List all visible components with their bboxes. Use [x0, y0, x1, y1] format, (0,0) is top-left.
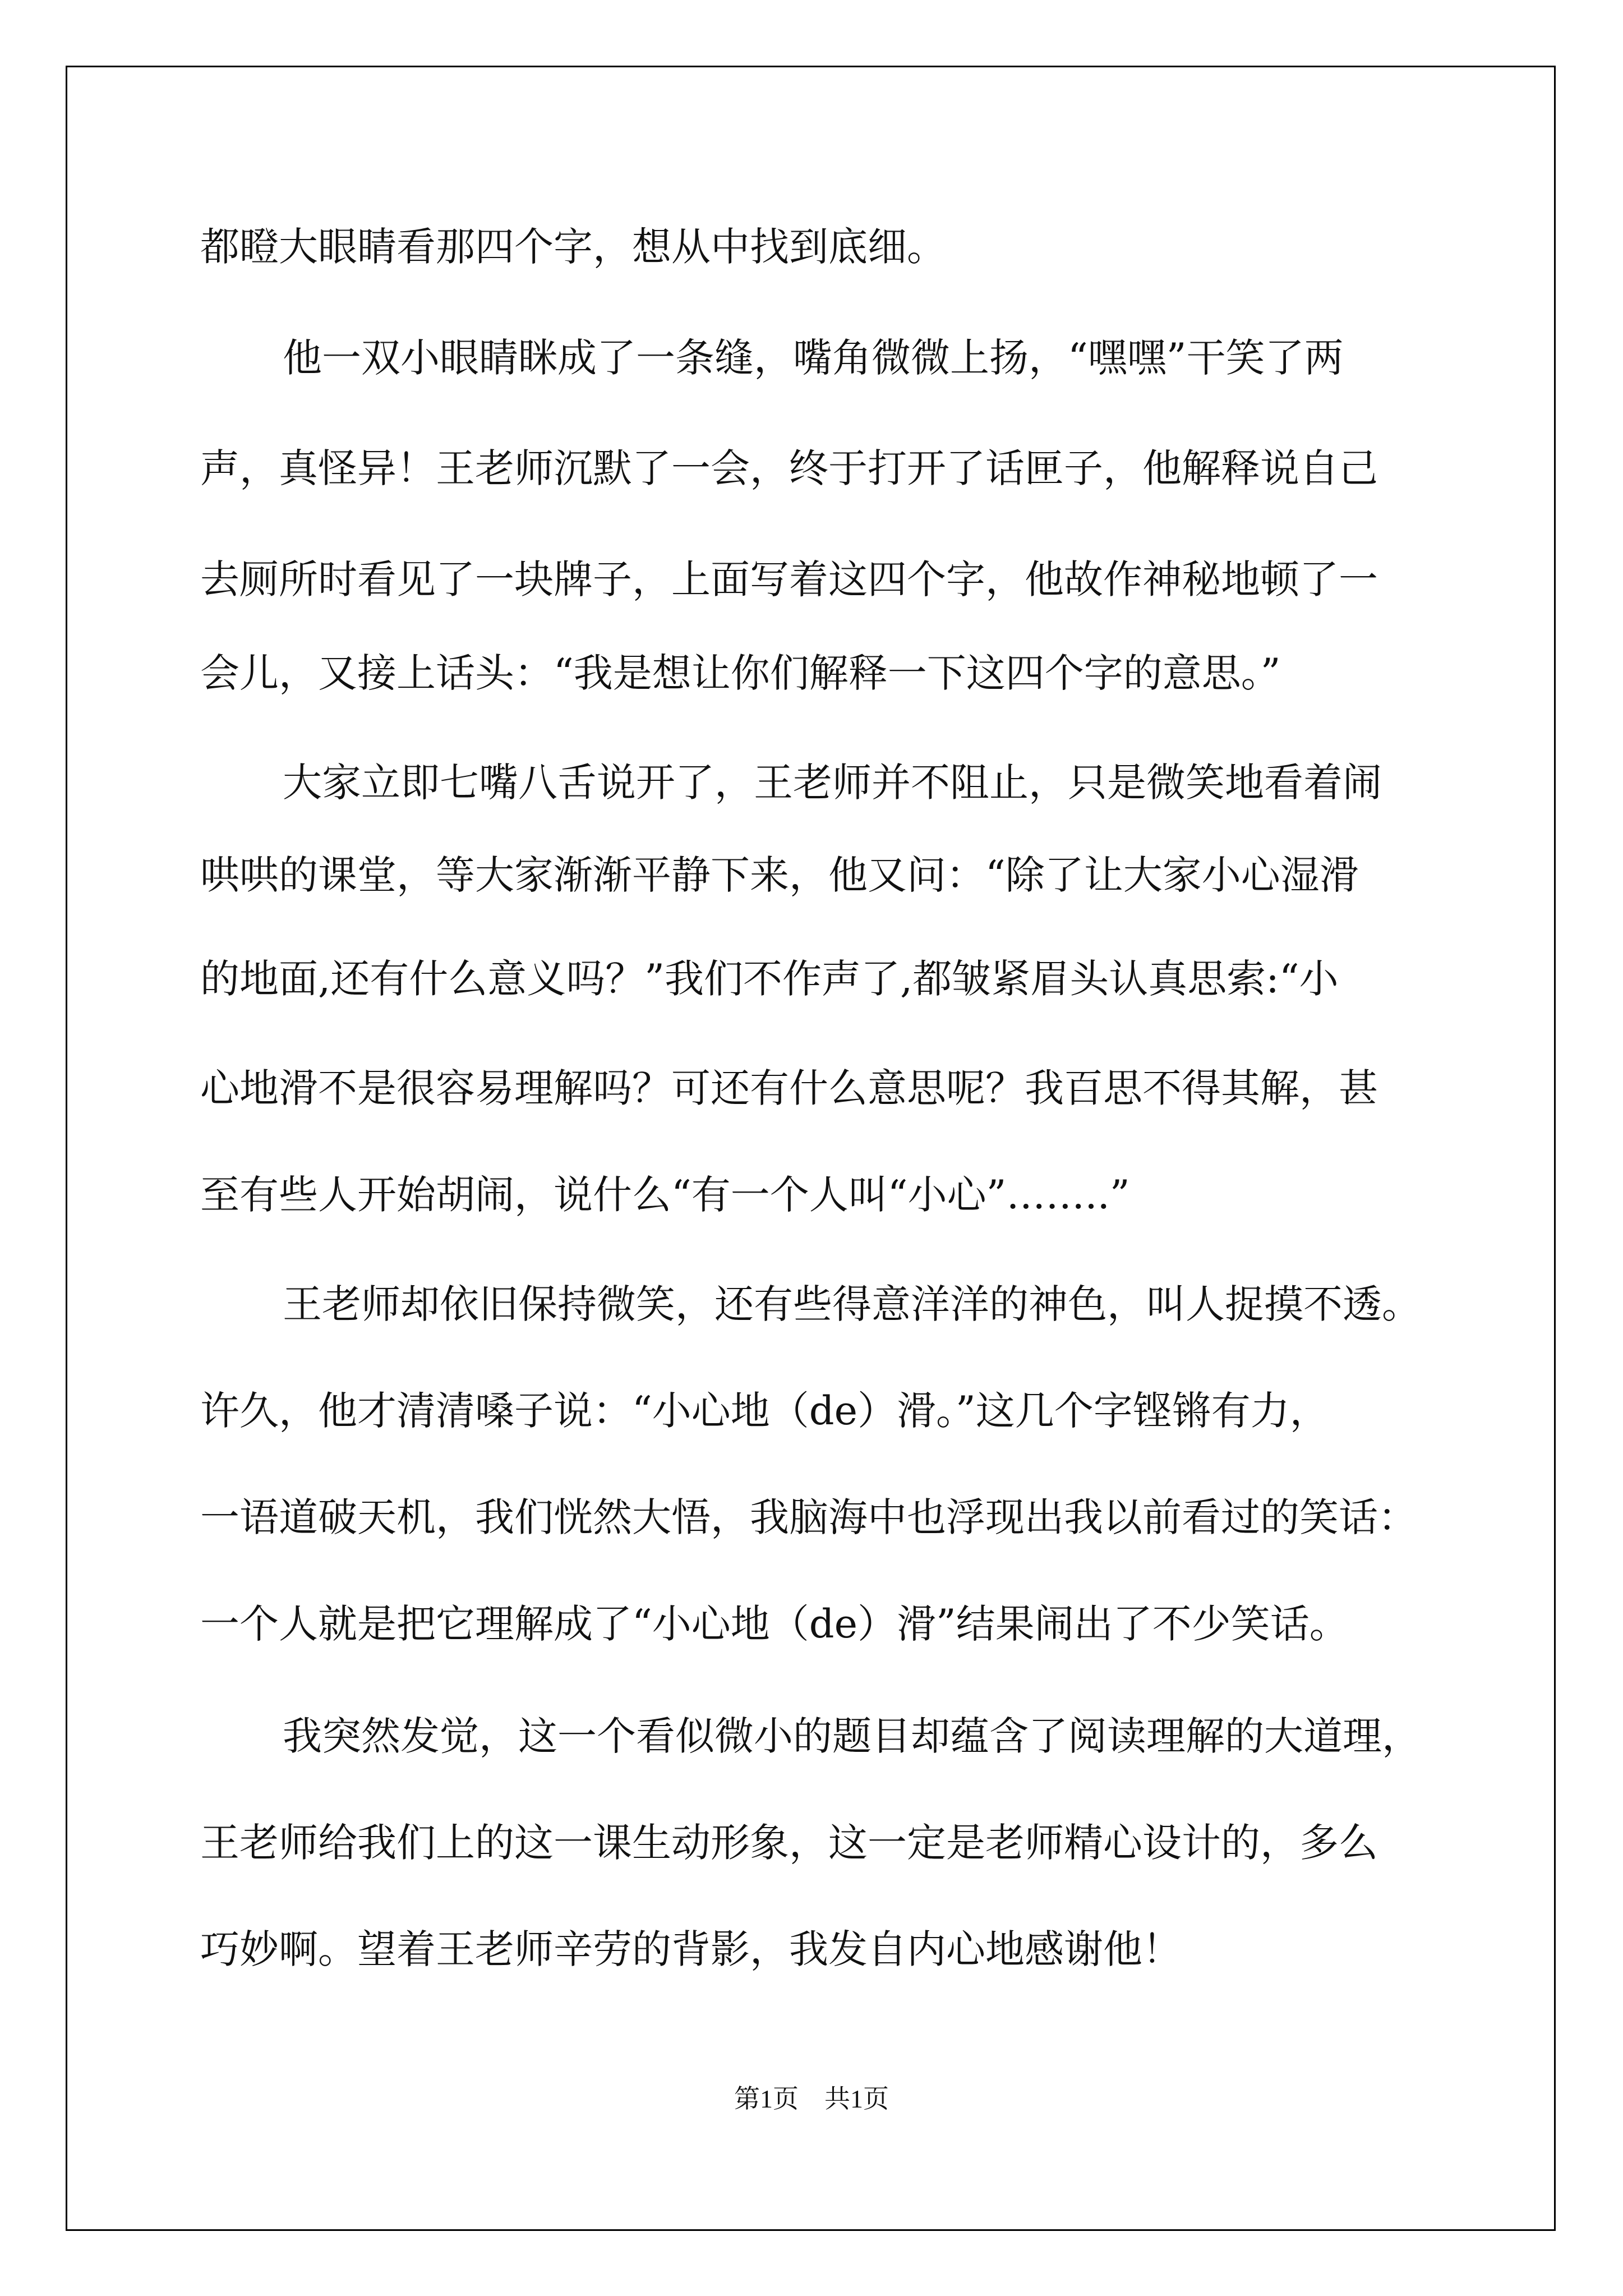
text-line: 许久，他才清清嗓子说：“小心地（de）滑。”这几个字铿锵有力，: [200, 1388, 1329, 1434]
text-line: 心地滑不是很容易理解吗？可还有什么意思呢？我百思不得其解，甚: [200, 1065, 1378, 1111]
text-line: 去厕所时看见了一块牌子，上面写着这四个字，他故作神秘地顿了一: [200, 556, 1378, 602]
text-line: 的地面,还有什么意义吗？”我们不作声了,都皱紧眉头认真思索:“小: [200, 956, 1339, 1002]
text-line: 至有些人开始胡闹，说什么“有一个人叫“小心”……..”: [200, 1172, 1130, 1218]
paragraph-first-line: 我突然发觉，这一个看似微小的题目却蕴含了阅读理解的大道理，: [283, 1713, 1421, 1759]
text-line: 巧妙啊。望着王老师辛劳的背影，我发自内心地感谢他！: [200, 1926, 1182, 1972]
paragraph-first-line: 他一双小眼睛眯成了一条缝，嘴角微微上扬，“嘿嘿”干笑了两: [283, 335, 1344, 381]
text-line: 一个人就是把它理解成了“小心地（de）滑”结果闹出了不少笑话。: [200, 1601, 1349, 1647]
text-line: 哄哄的课堂，等大家渐渐平静下来，他又问：“除了让大家小心湿滑: [200, 852, 1359, 898]
page-border: [66, 66, 1556, 2231]
text-line: 一语道破天机，我们恍然大悟，我脑海中也浮现出我以前看过的笑话：: [200, 1494, 1417, 1540]
page-number-footer: 第1页 共1页: [734, 2085, 889, 2113]
text-line: 王老师给我们上的这一课生动形象，这一定是老师精心设计的，多么: [200, 1820, 1378, 1866]
text-line: 声，真怪异！王老师沉默了一会，终于打开了话匣子，他解释说自己: [200, 445, 1378, 491]
paragraph-first-line: 王老师却依旧保持微笑，还有些得意洋洋的神色，叫人捉摸不透。: [283, 1281, 1421, 1327]
paragraph-first-line: 大家立即七嘴八舌说开了，王老师并不阻止，只是微笑地看着闹: [283, 760, 1382, 806]
text-line: 会儿，又接上话头：“我是想让你们解释一下这四个字的意思。”: [200, 650, 1281, 696]
text-line: 都瞪大眼睛看那四个字，想从中找到底细。: [200, 224, 946, 270]
